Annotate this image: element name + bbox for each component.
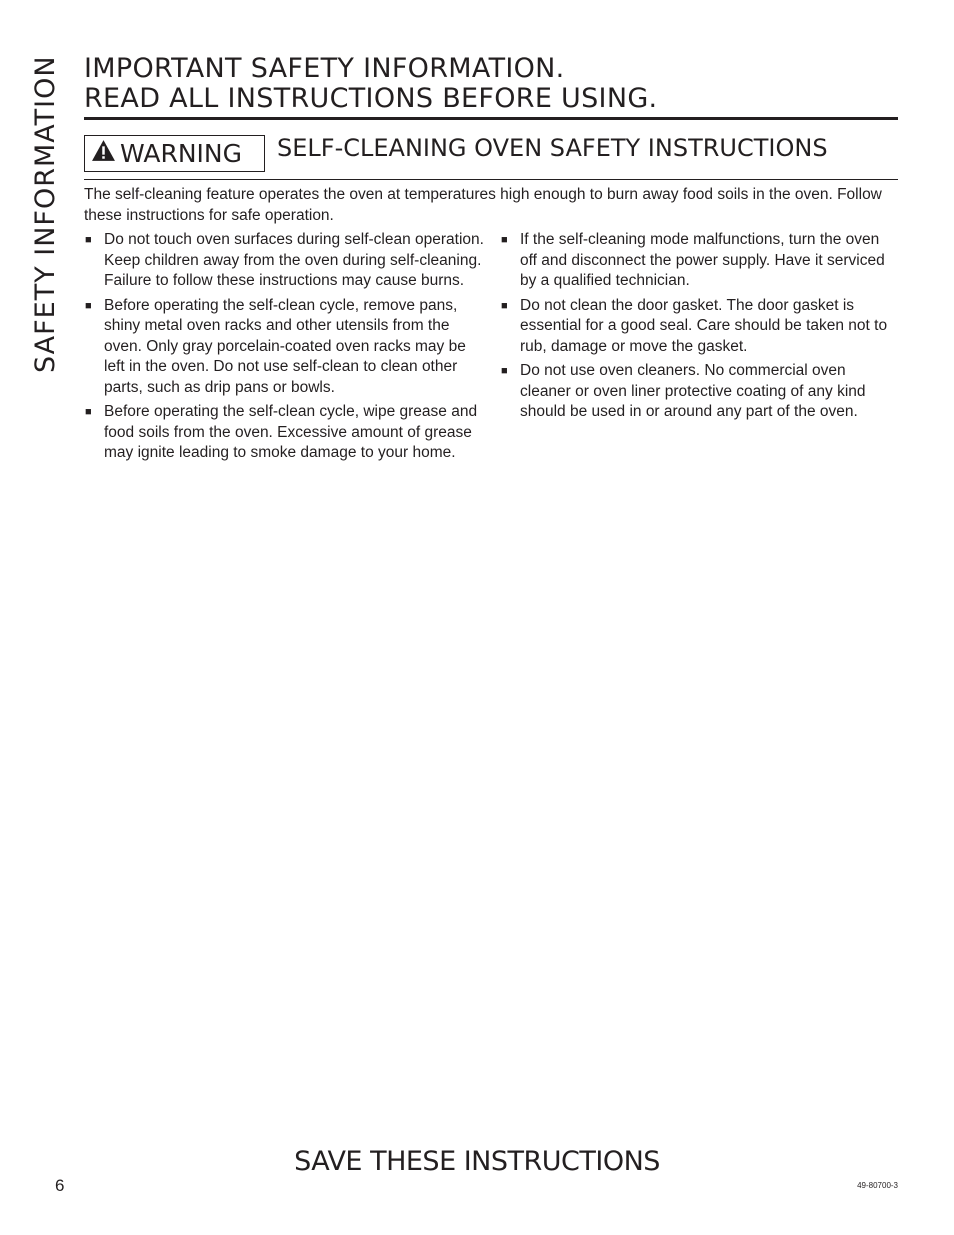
list-item — [84, 402, 484, 464]
bullet-square-icon: ■ — [85, 406, 92, 418]
left-column — [84, 230, 484, 468]
title-divider — [84, 117, 898, 120]
page-number: 6 — [55, 1176, 65, 1195]
side-tab-label: SAFETY INFORMATION — [30, 55, 61, 373]
list-item — [500, 230, 900, 292]
right-column — [500, 230, 900, 427]
page-title-line-2: READ ALL INSTRUCTIONS BEFORE USING. — [84, 83, 658, 114]
bullet-square-icon: ■ — [501, 365, 508, 377]
right-instruction-list — [500, 230, 900, 423]
list-item — [84, 230, 484, 292]
intro-paragraph: The self-cleaning feature operates the oven at temperatures high enough to burn away food soils in the oven. Follow these instructions for safe operation. — [84, 186, 882, 224]
left-instruction-list — [84, 230, 484, 464]
list-item-text: Do not use oven cleaners. No commercial oven cleaner or oven liner protective coating of any kind should be used in or around any part of the oven. — [520, 362, 866, 420]
warning-triangle-icon — [91, 139, 120, 168]
bullet-square-icon: ■ — [501, 299, 508, 312]
list-item — [500, 361, 900, 423]
page-title — [84, 54, 898, 114]
list-item-text: If the self-cleaning mode malfunctions, turn the oven off and disconnect the power supply. Have it serviced by a qualified technician. — [520, 231, 885, 289]
section-title: SELF-CLEANING OVEN SAFETY INSTRUCTIONS — [277, 134, 828, 162]
list-item-text: Do not clean the door gasket. The door gasket is essential for a good seal. Care should be taken not to rub, damage or move the gasket. — [520, 296, 888, 355]
warning-badge — [84, 135, 265, 172]
bullet-square-icon: ■ — [501, 234, 508, 246]
list-item — [84, 296, 484, 399]
list-item — [500, 296, 900, 358]
page-title-line-1: IMPORTANT SAFETY INFORMATION. — [84, 53, 565, 84]
list-item-text: Before operating the self-clean cycle, remove pans, shiny metal oven racks and other utensils from the oven. Only gray porcelain-coated oven racks may be left in the oven. Do not use self-clean to clean other parts, such as drip pans or bowls. — [104, 296, 466, 396]
warning-label: WARNING — [120, 139, 242, 168]
bullet-square-icon: ■ — [85, 234, 92, 246]
list-item-text: Do not touch oven surfaces during self-clean operation. Keep children away from the oven during self-cleaning. Failure to follow these instructions may cause burns. — [104, 231, 484, 289]
bullet-square-icon: ■ — [85, 299, 92, 312]
list-item-text: Before operating the self-clean cycle, wipe grease and food soils from the oven. Excessive amount of grease may ignite leading to smoke damage to your home. — [104, 403, 478, 461]
save-instructions-title: SAVE THESE INSTRUCTIONS — [294, 1146, 660, 1177]
section-divider — [84, 179, 898, 180]
document-code: 49-80700-3 — [857, 1181, 898, 1190]
